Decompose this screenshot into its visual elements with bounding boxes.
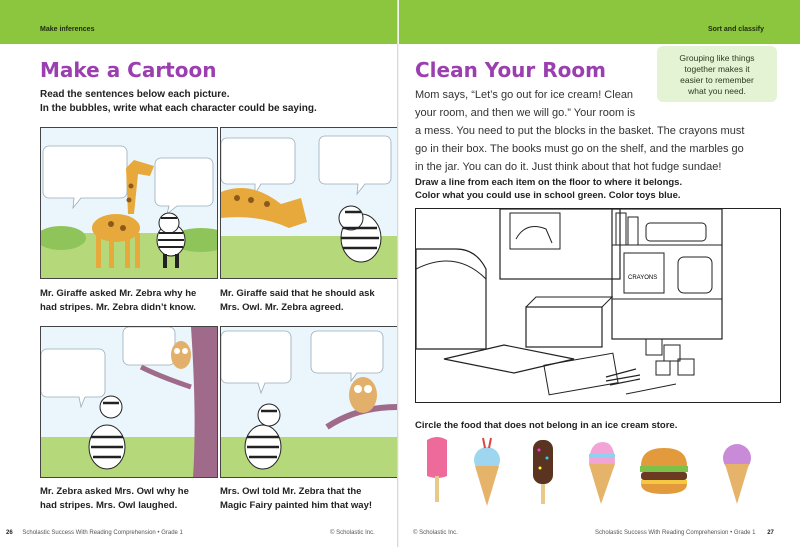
owl-icon [349, 377, 377, 413]
owl-icon [171, 341, 191, 369]
task-line: Draw a line from each item on the floor to where it belongs. [415, 177, 683, 188]
caption-line: had stripes. Mr. Zebra didn’t know. [40, 302, 196, 313]
story-line: a mess. You need to put the blocks in the basket. The crayons must [415, 125, 745, 137]
fudge-bar-icon[interactable] [523, 436, 563, 510]
story-line: your room, and then we will go.” Your room is [415, 107, 636, 119]
food-task: Circle the food that does not belong in an ice cream store. [415, 420, 678, 431]
caption-line: Magic Fairy painted him that way! [220, 500, 373, 511]
zebra-icon [339, 206, 381, 262]
caption-3 [40, 485, 220, 513]
room-illustration[interactable] [415, 208, 781, 403]
caption-4 [220, 485, 398, 513]
story-line: in the jar. You can do it. Just think about that hot fudge sundae! [415, 161, 722, 173]
footer [595, 530, 774, 536]
page-number: 27 [767, 530, 774, 536]
ice-pop-icon[interactable] [417, 436, 457, 510]
instructions [40, 88, 317, 116]
task-line: Color what you could use in school green. Color toys blue. [415, 190, 681, 201]
page-number: 26 [6, 530, 13, 536]
caption-line: Mrs. Owl. Mr. Zebra agreed. [220, 302, 344, 313]
caption-line: Mr. Zebra asked Mrs. Owl why he [40, 486, 189, 497]
caption-line: had stripes. Mrs. Owl laughed. [40, 500, 178, 511]
copyright: © Scholastic Inc. [330, 530, 375, 536]
page-title: Clean Your Room [415, 58, 606, 82]
skill-label: Sort and classify [707, 26, 764, 33]
cartoon-panel-4 [220, 326, 398, 478]
tip-line: together makes it [684, 64, 750, 74]
series-name: Scholastic Success With Reading Comprehension • Grade 1 [595, 530, 756, 536]
tip-line: what you need. [688, 86, 746, 96]
footer [6, 530, 183, 536]
ice-cream-cone-icon[interactable] [717, 436, 757, 510]
speech-bubble-icon[interactable] [221, 138, 295, 194]
copyright: © Scholastic Inc. [413, 530, 458, 536]
speech-bubble-icon[interactable] [123, 327, 175, 365]
speech-bubble-icon[interactable] [319, 136, 391, 194]
ice-cream-cone-icon[interactable] [581, 436, 621, 510]
story-text [415, 86, 765, 176]
speech-bubble-icon[interactable] [41, 349, 105, 407]
series-name: Scholastic Success With Reading Comprehension • Grade 1 [22, 530, 183, 536]
caption-line: Mr. Giraffe asked Mr. Zebra why he [40, 288, 197, 299]
page-title: Make a Cartoon [40, 58, 217, 82]
header-band [0, 0, 397, 44]
tip-line: easier to remember [680, 75, 754, 85]
speech-bubble-icon[interactable] [43, 146, 127, 208]
speech-bubble-icon[interactable] [155, 158, 213, 214]
header-band [399, 0, 800, 44]
hamburger-icon[interactable] [637, 436, 691, 510]
caption-line: Mr. Giraffe said that he should ask [220, 288, 375, 299]
crayons-box-label: CRAYONS [628, 275, 658, 281]
cartoon-panel-1 [40, 127, 218, 279]
story-line: Mom says, “Let’s go out for ice cream! Clean [415, 89, 634, 101]
instruction-line: Read the sentences below each picture. [40, 89, 230, 100]
giraffe-icon [221, 188, 307, 228]
speech-bubble-icon[interactable] [221, 331, 291, 393]
ice-cream-cone-icon[interactable] [467, 436, 507, 510]
story-line: go in their box. The books must go on the shelf, and the marbles go [415, 143, 744, 155]
caption-2 [220, 287, 398, 315]
zebra-icon [89, 396, 125, 469]
instruction-line: In the bubbles, write what each character could be saying. [40, 103, 317, 114]
speech-bubble-icon[interactable] [311, 331, 383, 381]
left-page [0, 0, 398, 547]
right-page [399, 0, 800, 547]
cartoon-panel-3 [40, 326, 218, 478]
caption-1 [40, 287, 220, 315]
task-instructions [415, 176, 775, 202]
cartoon-panel-2 [220, 127, 398, 279]
tip-line: Grouping like things [679, 53, 755, 63]
skill-label: Make inferences [40, 26, 95, 33]
caption-line: Mrs. Owl told Mr. Zebra that the [220, 486, 362, 497]
zebra-icon [245, 404, 281, 469]
